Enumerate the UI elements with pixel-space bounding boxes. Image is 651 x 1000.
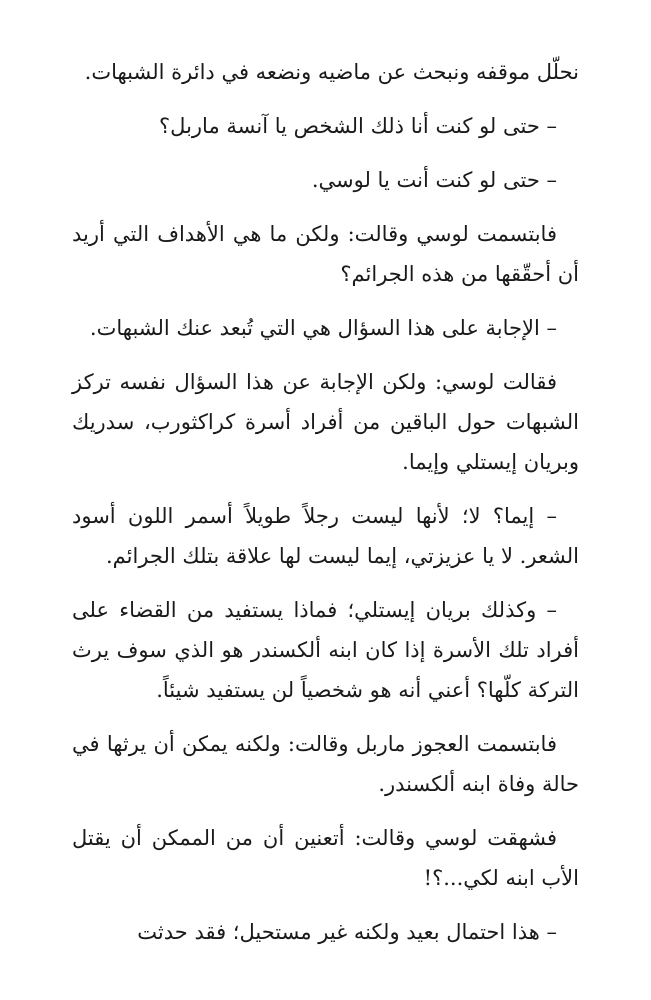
paragraph-7: – إيما؟ لا؛ لأنها ليست رجلاً طويلاً أسمر اللون أسود الشعر. لا يا عزيزتي، إيما ليست لها علاقة بتلك الجرائم.	[72, 504, 579, 568]
paragraph-11: – هذا احتمال بعيد ولكنه غير مستحيل؛ فقد حدثت	[137, 920, 557, 944]
paragraph-9: فابتسمت العجوز ماربل وقالت: ولكنه يمكن أن يرثها في حالة وفاة ابنه ألكسندر.	[72, 732, 579, 796]
paragraph-10: فشهقت لوسي وقالت: أتعنين أن من الممكن أن يقتل الأب ابنه لكي...؟!	[72, 826, 579, 890]
paragraph-1: نحلّل موقفه ونبحث عن ماضيه ونضعه في دائرة الشبهات.	[84, 60, 579, 84]
paragraph-3: – حتى لو كنت أنت يا لوسي.	[311, 168, 557, 192]
paragraph-4: فابتسمت لوسي وقالت: ولكن ما هي الأهداف التي أريد أن أحقّقها من هذه الجرائم؟	[72, 222, 579, 286]
paragraph-8: – وكذلك بريان إيستلي؛ فماذا يستفيد من القضاء على أفراد تلك الأسرة إذا كان ابنه ألكسندر هو الذي سوف يرث التركة كلّها؟ أعني أنه هو شخصياً لن يستفيد شيئاً.	[72, 598, 579, 702]
paragraph-2: – حتى لو كنت أنا ذلك الشخص يا آنسة ماربل؟	[159, 114, 557, 138]
paragraph-5: – الإجابة على هذا السؤال هي التي تُبعد عنك الشبهات.	[89, 316, 557, 340]
book-page	[72, 52, 579, 952]
paragraph-6: فقالت لوسي: ولكن الإجابة عن هذا السؤال نفسه تركز الشبهات حول الباقين من أفراد أسرة كراكثورب، سدريك وبريان إيستلي وإيما.	[72, 370, 579, 474]
